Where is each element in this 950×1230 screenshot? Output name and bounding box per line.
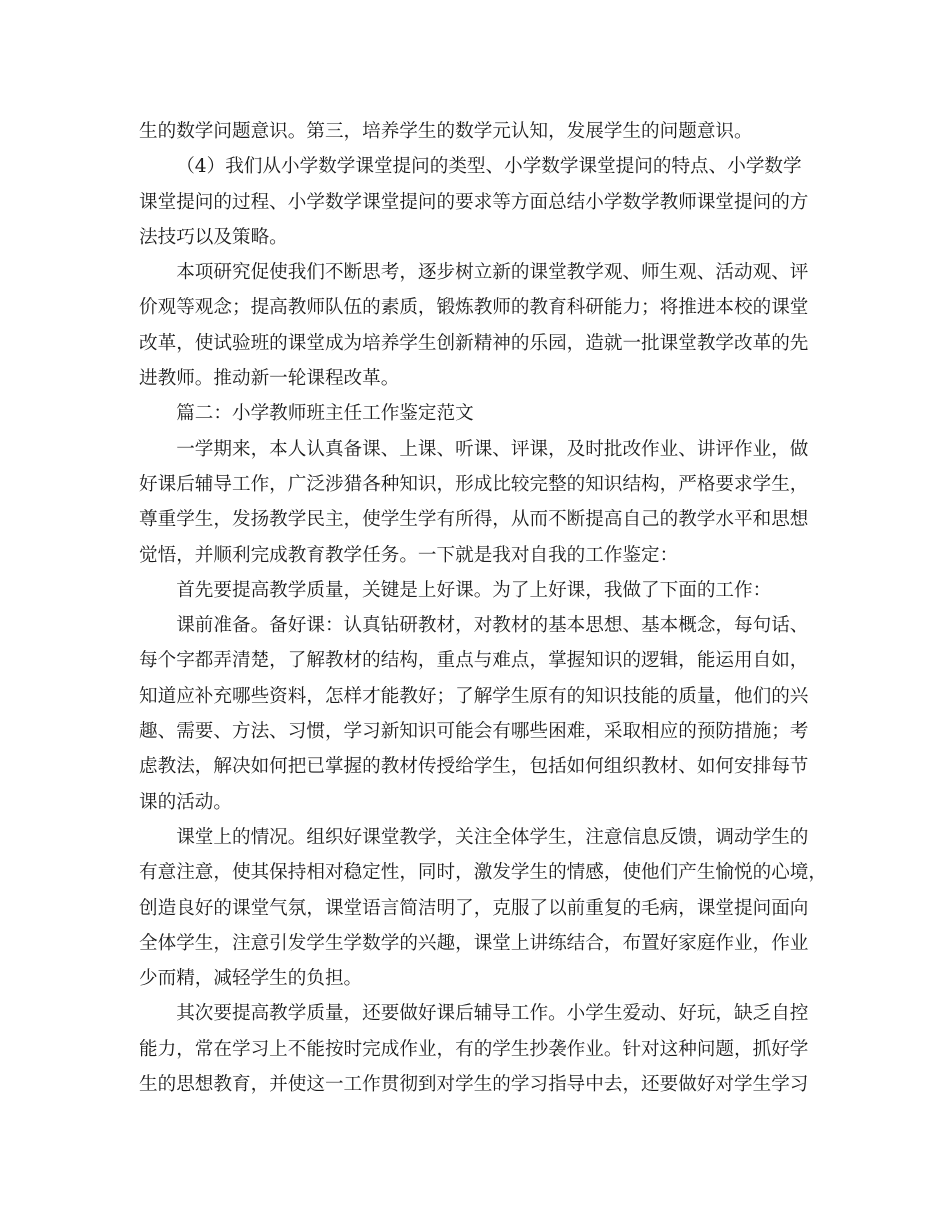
text-line: 创造良好的课堂气氛，课堂语言简洁明了，克服了以前重复的毛病，课堂提问面向: [139, 897, 809, 919]
text-line: 少而精，减轻学生的负担。: [139, 968, 363, 990]
text-line: 觉悟，并顺利完成教育教学任务。一下就是我对自我的工作鉴定：: [139, 544, 679, 566]
text-line: 本项研究促使我们不断思考，逐步树立新的课堂教学观、师生观、活动观、评: [176, 262, 809, 284]
text-line: 课的活动。: [139, 791, 232, 813]
paragraph: [139, 149, 829, 255]
paragraph: [139, 996, 829, 1102]
paragraph: [139, 114, 829, 149]
text-line: 趣、需要、方法、习惯，学习新知识可能会有哪些困难，采取相应的预防措施；考: [139, 721, 809, 743]
text-line: 其次要提高教学质量，还要做好课后辅导工作。小学生爱动、好玩，缺乏自控: [176, 1003, 809, 1025]
text-line: 生的数学问题意识。第三，培养学生的数学元认知，发展学生的问题意识。: [139, 121, 753, 142]
paragraph: [139, 432, 829, 573]
document-body: [139, 114, 829, 1102]
text-line: 虑教法，解决如何把已掌握的教材传授给学生，包括如何组织教材、如何安排每节: [139, 756, 809, 778]
paragraph: [139, 820, 829, 996]
text-line: 全体学生，注意引发学生学数学的兴趣，课堂上讲练结合，布置好家庭作业，作业: [139, 932, 809, 954]
text-line: 课堂提问的过程、小学数学课堂提问的要求等方面总结小学数学教师课堂提问的方: [139, 191, 809, 213]
text-line: 价观等观念；提高教师队伍的素质，锻炼教师的教育科研能力；将推进本校的课堂: [139, 297, 809, 319]
text-line: （4）我们从小学数学课堂提问的类型、小学数学课堂提问的特点、小学数学: [176, 156, 802, 178]
text-line: 每个字都弄清楚，了解教材的结构，重点与难点，掌握知识的逻辑，能运用自如，: [139, 650, 809, 672]
text-line: 有意注意，使其保持相对稳定性，同时，激发学生的情感，使他们产生愉悦的心境，: [139, 862, 827, 884]
text-line: 尊重学生，发扬教学民主，使学生学有所得，从而不断提高自己的教学水平和思想: [139, 509, 809, 531]
text-line: 能力，常在学习上不能按时完成作业，有的学生抄袭作业。针对这种问题，抓好学: [139, 1038, 809, 1060]
paragraph: [139, 573, 829, 608]
text-line: 首先要提高教学质量，关键是上好课。为了上好课，我做了下面的工作：: [176, 579, 772, 601]
paragraph: [139, 255, 829, 396]
text-line: 课堂上的情况。组织好课堂教学，关注全体学生，注意信息反馈，调动学生的: [176, 826, 809, 848]
text-line: 法技巧以及策略。: [139, 226, 288, 248]
text-line: 进教师。推动新一轮课程改革。: [139, 368, 400, 390]
paragraph: [139, 608, 829, 820]
text-line: 知道应补充哪些资料，怎样才能教好；了解学生原有的知识技能的质量，他们的兴: [139, 685, 809, 707]
text-line: 一学期来，本人认真备课、上课、听课、评课，及时批改作业、讲评作业，做: [176, 438, 809, 460]
text-line: 课前准备。备好课：认真钻研教材，对教材的基本思想、基本概念，每句话、: [176, 615, 809, 637]
paragraph: [139, 396, 829, 431]
text-line: 改革，使试验班的课堂成为培养学生创新精神的乐园，造就一批课堂教学改革的先: [139, 332, 809, 354]
text-line: 篇二：小学教师班主任工作鉴定范文: [176, 403, 474, 425]
text-line: 好课后辅导工作，广泛涉猎各种知识，形成比较完整的知识结构，严格要求学生，: [139, 473, 809, 495]
text-line: 生的思想教育，并使这一工作贯彻到对学生的学习指导中去，还要做好对学生学习: [139, 1074, 809, 1096]
